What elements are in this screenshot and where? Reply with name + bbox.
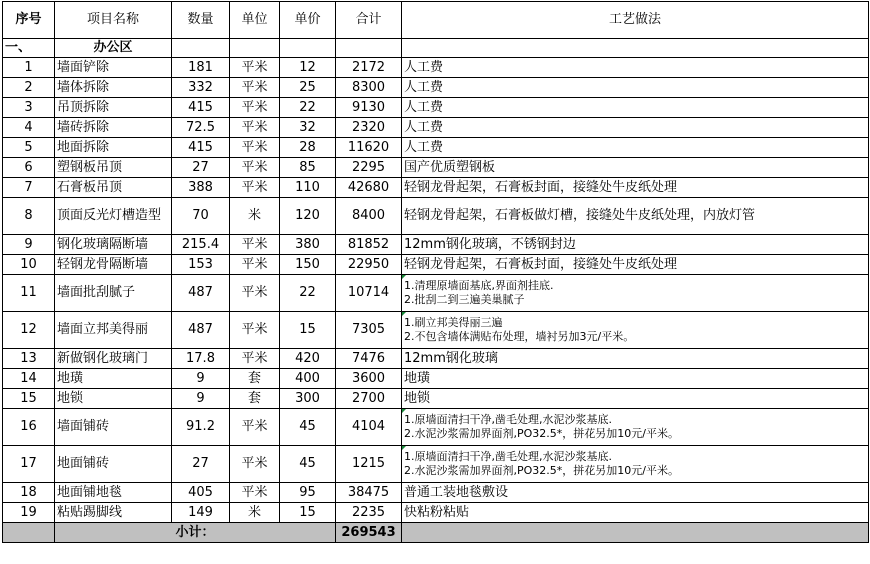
- row-unit: 平米: [230, 255, 280, 275]
- row-process: [402, 138, 869, 158]
- row-qty: 415: [172, 138, 230, 158]
- row-no: 16: [3, 409, 55, 446]
- row-name: 粘贴踢脚线: [55, 503, 172, 523]
- row-qty: 27: [172, 158, 230, 178]
- row-process: [402, 312, 869, 349]
- row-process: [402, 446, 869, 483]
- row-price: 95: [280, 483, 336, 503]
- row-unit: 平米: [230, 312, 280, 349]
- table-row: [3, 369, 869, 389]
- row-price: 400: [280, 369, 336, 389]
- header-row: [3, 2, 869, 39]
- row-qty: 388: [172, 178, 230, 198]
- process-line: 2.批刮二到三遍美巢腻子: [404, 293, 525, 306]
- row-name: 轻钢龙骨隔断墙: [55, 255, 172, 275]
- process-line: 轻钢龙骨起架，石膏板封面，接缝处牛皮纸处理: [404, 256, 678, 272]
- row-total: 22950: [336, 255, 402, 275]
- row-price: 15: [280, 312, 336, 349]
- row-total: 2235: [336, 503, 402, 523]
- table-row: [3, 349, 869, 369]
- row-process: [402, 235, 869, 255]
- row-total: 8300: [336, 78, 402, 98]
- row-process: [402, 369, 869, 389]
- row-unit: 平米: [230, 446, 280, 483]
- process-line: 快粘粉粘贴: [404, 504, 470, 520]
- subtotal-blank: [3, 523, 55, 543]
- process-line: 1.清理原墙面基底,界面剂挂底.: [404, 279, 554, 292]
- row-process: [402, 98, 869, 118]
- row-qty: 332: [172, 78, 230, 98]
- row-price: 28: [280, 138, 336, 158]
- process-line: 人工费: [404, 99, 444, 115]
- process-line: 国产优质塑钢板: [404, 159, 496, 175]
- row-unit: 平米: [230, 98, 280, 118]
- row-qty: 181: [172, 58, 230, 78]
- row-no: 5: [3, 138, 55, 158]
- row-qty: 27: [172, 446, 230, 483]
- row-total: 2172: [336, 58, 402, 78]
- row-qty: 153: [172, 255, 230, 275]
- row-qty: 487: [172, 312, 230, 349]
- header-qty: 数量: [172, 2, 230, 39]
- row-name: 地锁: [55, 389, 172, 409]
- table-row: [3, 198, 869, 235]
- row-name: 墙体拆除: [55, 78, 172, 98]
- row-unit: 平米: [230, 235, 280, 255]
- row-no: 8: [3, 198, 55, 235]
- row-unit: 平米: [230, 158, 280, 178]
- row-unit: 平米: [230, 178, 280, 198]
- row-unit: 平米: [230, 275, 280, 312]
- table-row: [3, 503, 869, 523]
- process-line: 人工费: [404, 139, 444, 155]
- process-line: 1.刷立邦美得丽三遍: [404, 316, 503, 329]
- row-total: 7476: [336, 349, 402, 369]
- row-qty: 415: [172, 98, 230, 118]
- row-name: 石膏板吊顶: [55, 178, 172, 198]
- row-total: 81852: [336, 235, 402, 255]
- row-unit: 米: [230, 503, 280, 523]
- row-price: 110: [280, 178, 336, 198]
- row-qty: 91.2: [172, 409, 230, 446]
- row-no: 11: [3, 275, 55, 312]
- row-no: 7: [3, 178, 55, 198]
- table-row: [3, 138, 869, 158]
- row-no: 9: [3, 235, 55, 255]
- header-name: 项目名称: [55, 2, 172, 39]
- row-no: 12: [3, 312, 55, 349]
- row-name: 墙砖拆除: [55, 118, 172, 138]
- subtotal-row: [3, 523, 869, 543]
- table-row: [3, 409, 869, 446]
- row-total: 2295: [336, 158, 402, 178]
- process-line: 1.原墙面清扫干净,凿毛处理,水泥沙浆基底.: [404, 450, 612, 463]
- header-price: 单价: [280, 2, 336, 39]
- table-row: [3, 312, 869, 349]
- row-total: 1215: [336, 446, 402, 483]
- subtotal-value: 269543: [336, 523, 402, 543]
- row-qty: 215.4: [172, 235, 230, 255]
- row-qty: 9: [172, 369, 230, 389]
- table-row: [3, 389, 869, 409]
- process-line: 12mm钢化玻璃，不锈钢封边: [404, 236, 576, 252]
- row-total: 11620: [336, 138, 402, 158]
- row-total: 10714: [336, 275, 402, 312]
- process-line: 人工费: [404, 119, 444, 135]
- row-price: 15: [280, 503, 336, 523]
- process-line: 轻钢龙骨起架，石膏板封面，接缝处牛皮纸处理: [404, 179, 678, 195]
- row-total: 4104: [336, 409, 402, 446]
- row-qty: 405: [172, 483, 230, 503]
- quote-table: [2, 1, 869, 543]
- row-name: 地面铺砖: [55, 446, 172, 483]
- table-row: [3, 446, 869, 483]
- row-unit: 平米: [230, 58, 280, 78]
- table-row: [3, 98, 869, 118]
- row-process: [402, 409, 869, 446]
- process-line: 12mm钢化玻璃: [404, 350, 498, 366]
- row-name: 新做钢化玻璃门: [55, 349, 172, 369]
- row-price: 22: [280, 98, 336, 118]
- row-name: 墙面立邦美得丽: [55, 312, 172, 349]
- table-row: [3, 255, 869, 275]
- table-row: [3, 158, 869, 178]
- row-name: 吊顶拆除: [55, 98, 172, 118]
- table-row: [3, 275, 869, 312]
- section-row: [3, 39, 869, 58]
- row-unit: 平米: [230, 349, 280, 369]
- row-process: [402, 58, 869, 78]
- row-price: 45: [280, 446, 336, 483]
- row-total: 7305: [336, 312, 402, 349]
- row-process: [402, 389, 869, 409]
- row-no: 18: [3, 483, 55, 503]
- row-price: 420: [280, 349, 336, 369]
- row-name: 地面铺地毯: [55, 483, 172, 503]
- table-row: [3, 118, 869, 138]
- header-no: 序号: [3, 2, 55, 39]
- process-line: 轻钢龙骨起架，石膏板做灯槽，接缝处牛皮纸处理，内放灯管: [404, 208, 756, 223]
- row-qty: 70: [172, 198, 230, 235]
- row-qty: 72.5: [172, 118, 230, 138]
- row-no: 3: [3, 98, 55, 118]
- process-line: 人工费: [404, 79, 444, 95]
- row-price: 120: [280, 198, 336, 235]
- row-name: 地面拆除: [55, 138, 172, 158]
- header-process: 工艺做法: [402, 2, 869, 39]
- row-name: 钢化玻璃隔断墙: [55, 235, 172, 255]
- row-unit: 平米: [230, 483, 280, 503]
- row-total: 2320: [336, 118, 402, 138]
- table-row: [3, 235, 869, 255]
- row-no: 1: [3, 58, 55, 78]
- row-process: [402, 503, 869, 523]
- subtotal-label: 小计：: [55, 523, 336, 543]
- table-row: [3, 483, 869, 503]
- row-price: 25: [280, 78, 336, 98]
- table-row: [3, 58, 869, 78]
- table-row: [3, 178, 869, 198]
- row-unit: 平米: [230, 78, 280, 98]
- row-no: 4: [3, 118, 55, 138]
- row-unit: 米: [230, 198, 280, 235]
- row-total: 42680: [336, 178, 402, 198]
- row-total: 2700: [336, 389, 402, 409]
- row-total: 3600: [336, 369, 402, 389]
- row-unit: 平米: [230, 118, 280, 138]
- header-total: 合计: [336, 2, 402, 39]
- row-no: 13: [3, 349, 55, 369]
- subtotal-blank: [402, 523, 869, 543]
- row-price: 32: [280, 118, 336, 138]
- row-qty: 17.8: [172, 349, 230, 369]
- process-line: 人工费: [404, 59, 444, 75]
- row-price: 12: [280, 58, 336, 78]
- row-name: 墙面铲除: [55, 58, 172, 78]
- row-no: 17: [3, 446, 55, 483]
- row-unit: 平米: [230, 138, 280, 158]
- row-process: [402, 118, 869, 138]
- process-line: 2.不包含墙体满贴布处理，墙衬另加3元/平米。: [404, 330, 635, 343]
- process-line: 2.水泥沙浆需加界面剂,PO32.5*，拼花另加10元/平米。: [404, 427, 679, 440]
- row-process: [402, 483, 869, 503]
- row-qty: 487: [172, 275, 230, 312]
- process-line: 地璜: [404, 370, 431, 386]
- row-no: 6: [3, 158, 55, 178]
- row-price: 45: [280, 409, 336, 446]
- row-process: [402, 275, 869, 312]
- row-name: 地璜: [55, 369, 172, 389]
- row-name: 墙面铺砖: [55, 409, 172, 446]
- row-name: 墙面批刮腻子: [55, 275, 172, 312]
- row-no: 14: [3, 369, 55, 389]
- row-unit: 套: [230, 389, 280, 409]
- row-price: 22: [280, 275, 336, 312]
- row-process: [402, 78, 869, 98]
- section-name: 办公区: [55, 39, 172, 58]
- row-process: [402, 158, 869, 178]
- row-no: 19: [3, 503, 55, 523]
- row-qty: 149: [172, 503, 230, 523]
- row-no: 10: [3, 255, 55, 275]
- row-no: 15: [3, 389, 55, 409]
- row-process: [402, 178, 869, 198]
- row-unit: 平米: [230, 409, 280, 446]
- row-price: 380: [280, 235, 336, 255]
- row-unit: 套: [230, 369, 280, 389]
- row-no: 2: [3, 78, 55, 98]
- row-total: 8400: [336, 198, 402, 235]
- process-line: 地锁: [404, 390, 431, 406]
- row-price: 300: [280, 389, 336, 409]
- row-total: 9130: [336, 98, 402, 118]
- row-price: 150: [280, 255, 336, 275]
- process-line: 普通工装地毯敷设: [404, 484, 509, 500]
- section-no: 一、: [3, 39, 55, 58]
- row-process: [402, 349, 869, 369]
- row-total: 38475: [336, 483, 402, 503]
- table-row: [3, 78, 869, 98]
- header-unit: 单位: [230, 2, 280, 39]
- process-line: 1.原墙面清扫干净,凿毛处理,水泥沙浆基底.: [404, 413, 612, 426]
- row-price: 85: [280, 158, 336, 178]
- row-process: [402, 198, 869, 235]
- row-name: 塑钢板吊顶: [55, 158, 172, 178]
- row-process: [402, 255, 869, 275]
- process-line: 2.水泥沙浆需加界面剂,PO32.5*，拼花另加10元/平米。: [404, 464, 679, 477]
- row-qty: 9: [172, 389, 230, 409]
- row-name: 顶面反光灯槽造型: [55, 198, 172, 235]
